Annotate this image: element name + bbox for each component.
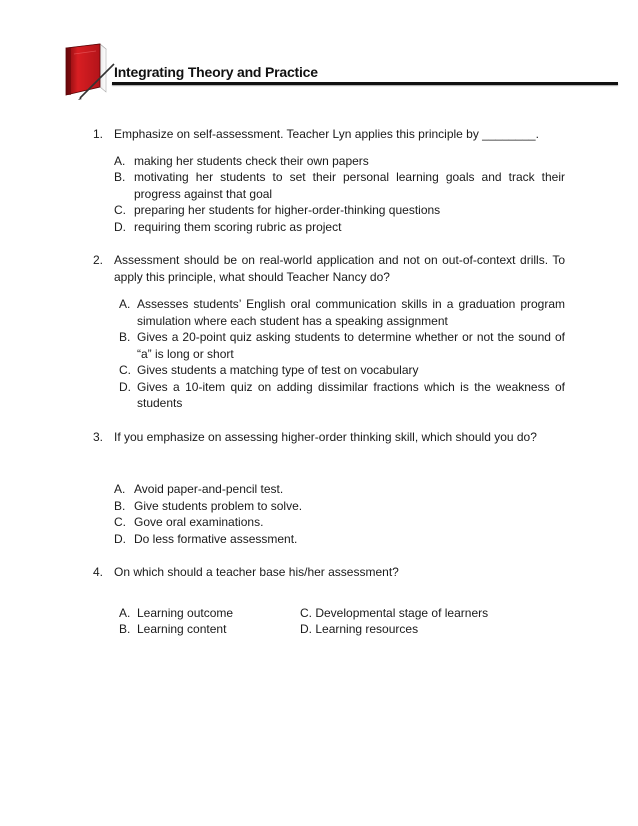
option-list xyxy=(93,153,565,236)
option-letter: B. xyxy=(114,498,126,513)
option-text: making her students check their own papers xyxy=(134,153,369,168)
page-title: Integrating Theory and Practice xyxy=(114,64,318,80)
option-grid xyxy=(119,605,565,638)
option-d xyxy=(93,531,565,548)
question-text: Emphasize on self-assessment. Teacher Lyn applies this principle by ________. xyxy=(114,127,539,141)
option-letter: A. xyxy=(119,605,131,620)
option-letter: D. xyxy=(114,219,126,234)
option-c xyxy=(93,202,565,219)
option-text: Gives students a matching type of test on vocabulary xyxy=(137,363,419,377)
option-text: Gove oral examinations. xyxy=(134,515,264,529)
option-letter: B. xyxy=(114,170,126,184)
question-text: On which should a teacher base his/her assessment? xyxy=(114,565,399,579)
question-text: If you emphasize on assessing higher-order thinking skill, which should you do? xyxy=(114,429,537,444)
option-d xyxy=(93,219,565,236)
option-letter: A. xyxy=(114,153,126,168)
option-text: requiring them scoring rubric as project xyxy=(134,219,342,234)
option-letter: A. xyxy=(114,482,126,496)
option-d xyxy=(93,379,565,412)
option-letter: B. xyxy=(119,330,131,344)
question-number: 1. xyxy=(93,127,104,141)
option-c xyxy=(300,605,560,622)
option-letter: D. xyxy=(119,379,131,394)
question-2 xyxy=(93,252,565,412)
option-text: Gives a 20-point quiz asking students to determine whether or not the sound of “a” is long or short xyxy=(137,330,565,361)
option-list xyxy=(93,481,565,547)
option-text: Assesses students’ English oral communication skills in a graduation program simulation where each student has a speaking assignment xyxy=(137,297,565,328)
option-b xyxy=(93,169,565,202)
option-a xyxy=(93,296,565,329)
option-letter: C. xyxy=(114,515,126,529)
option-text: Gives a 10-item quiz on adding dissimilar fractions which is the weakness of students xyxy=(137,379,565,410)
option-b xyxy=(119,621,300,638)
question-number: 3. xyxy=(93,429,104,444)
question-number: 4. xyxy=(93,565,104,579)
option-text: Give students problem to solve. xyxy=(134,498,303,513)
question-text: Assessment should be on real-world application and not on out-of-context drills. To apply this principle, what should Teacher Nancy do? xyxy=(114,253,565,284)
option-c xyxy=(93,362,565,379)
option-text: motivating her students to set their personal learning goals and track their progress against that goal xyxy=(134,170,565,201)
question-4 xyxy=(93,564,565,638)
option-a xyxy=(93,481,565,498)
question-list xyxy=(93,126,565,638)
question-3 xyxy=(93,429,565,548)
option-letter: B. xyxy=(119,622,131,636)
option-letter: A. xyxy=(119,297,131,311)
book-icon xyxy=(60,40,116,100)
option-text: Developmental stage of learners xyxy=(315,605,489,620)
option-text: Learning content xyxy=(137,622,227,636)
page-header xyxy=(60,40,560,100)
option-c xyxy=(93,514,565,531)
option-letter: C. xyxy=(300,605,312,620)
option-a xyxy=(93,153,565,170)
option-b xyxy=(93,329,565,362)
option-letter: D. xyxy=(114,531,126,546)
option-b xyxy=(93,498,565,515)
option-text: Do less formative assessment. xyxy=(134,531,298,546)
question-1 xyxy=(93,126,565,235)
option-text: Learning resources xyxy=(315,622,419,636)
option-list xyxy=(93,296,565,412)
option-letter: C. xyxy=(114,203,126,217)
option-letter: C. xyxy=(119,363,131,377)
option-letter: D. xyxy=(300,622,312,636)
option-text: Learning outcome xyxy=(137,605,234,620)
option-d xyxy=(300,621,560,638)
header-divider xyxy=(112,82,618,85)
question-number: 2. xyxy=(93,253,104,267)
option-text: preparing her students for higher-order-thinking questions xyxy=(134,203,441,217)
option-text: Avoid paper-and-pencil test. xyxy=(134,482,284,496)
option-a xyxy=(119,605,300,622)
